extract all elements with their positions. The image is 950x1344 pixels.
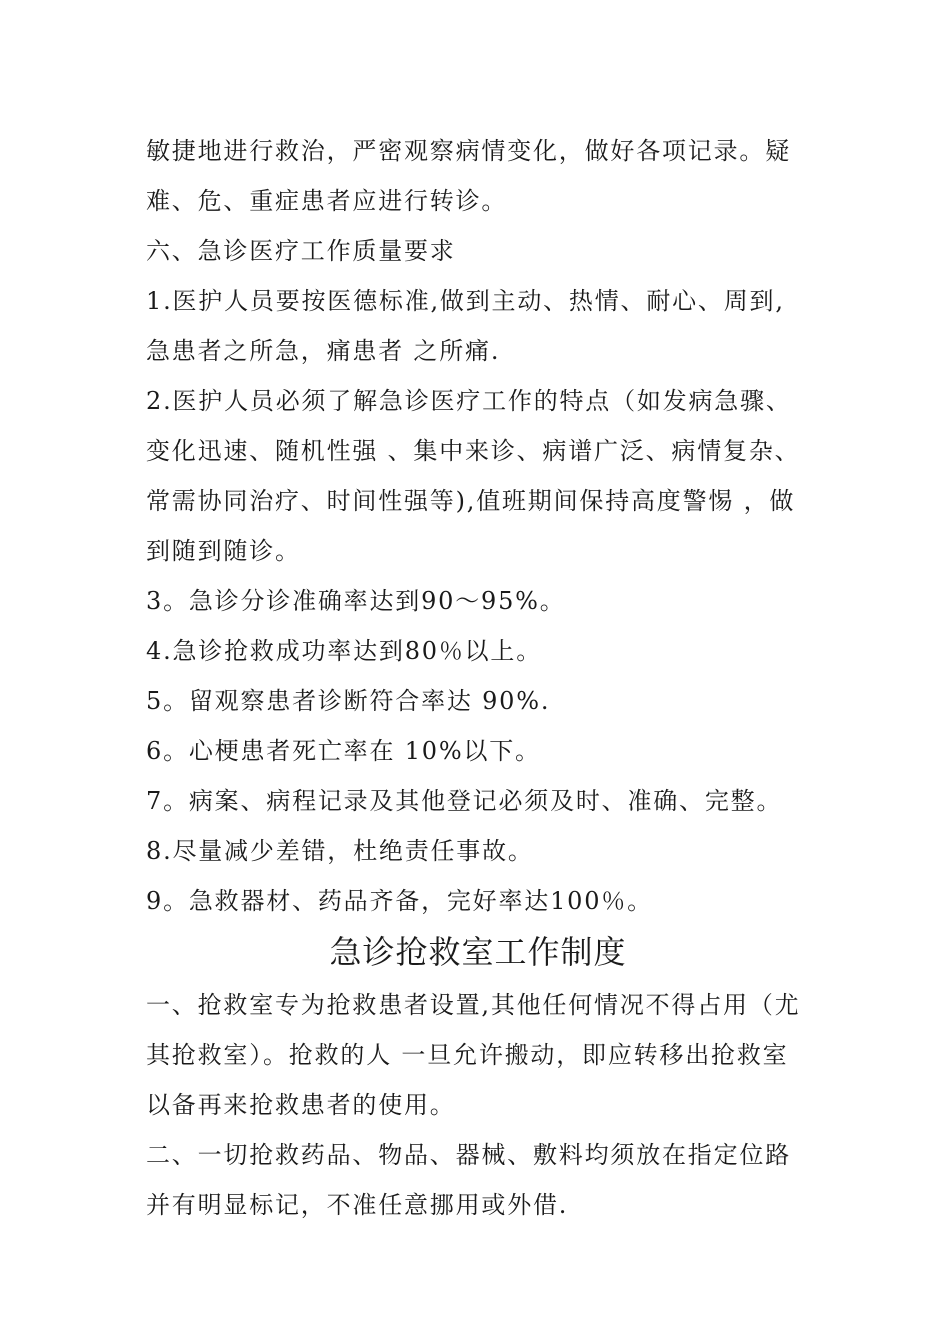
document-body [146, 126, 810, 1230]
list-item: 6。心梗患者死亡率在 10%以下。 [146, 737, 541, 765]
text-line: 敏捷地进行救治，严密观察病情变化，做好各项记录。疑 [146, 137, 791, 165]
list-item: 1.医护人员要按医德标准,做到主动、热情、耐心、周到, [146, 287, 785, 315]
text-line: 其抢救室）。抢救的人 一旦允许搬动，即应转移出抢救室 [146, 1041, 789, 1069]
list-item: 9。急救器材、药品齐备，完好率达100％。 [146, 887, 653, 915]
list-item: 4.急诊抢救成功率达到80％以上。 [146, 637, 543, 665]
list-item: 7。病案、病程记录及其他登记必须及时、准确、完整。 [146, 787, 783, 815]
text-line: 急患者之所急，痛患者 之所痛. [146, 337, 501, 365]
section-continuation-text [146, 126, 810, 926]
list-item: 8.尽量减少差错，杜绝责任事故。 [146, 837, 534, 865]
text-line: 以备再来抢救患者的使用。 [146, 1091, 456, 1119]
list-item: 3。急诊分诊准确率达到90～95%。 [146, 587, 566, 615]
text-line: 并有明显标记，不准任意挪用或外借. [146, 1191, 569, 1219]
text-line: 常需协同治疗、时间性强等),值班期间保持高度警惕 ，做 [146, 487, 796, 515]
section-emergency-room-rules [146, 980, 810, 1230]
text-line: 到随到随诊。 [146, 537, 301, 565]
text-line: 变化迅速、随机性强 、集中来诊、病谱广泛、病情复杂、 [146, 437, 801, 465]
list-item: 2.医护人员必须了解急诊医疗工作的特点（如发病急骤、 [146, 387, 792, 415]
page-title: 急诊抢救室工作制度 [329, 933, 627, 971]
section-heading: 六、急诊医疗工作质量要求 [146, 237, 456, 265]
text-line: 难、危、重症患者应进行转诊。 [146, 187, 508, 215]
list-item: 5。留观察患者诊断符合率达 90%. [146, 687, 551, 715]
list-item: 一、抢救室专为抢救患者设置,其他任何情况不得占用（尤 [146, 991, 801, 1019]
list-item: 二、一切抢救药品、物品、器械、敷料均须放在指定位路 [146, 1141, 791, 1169]
